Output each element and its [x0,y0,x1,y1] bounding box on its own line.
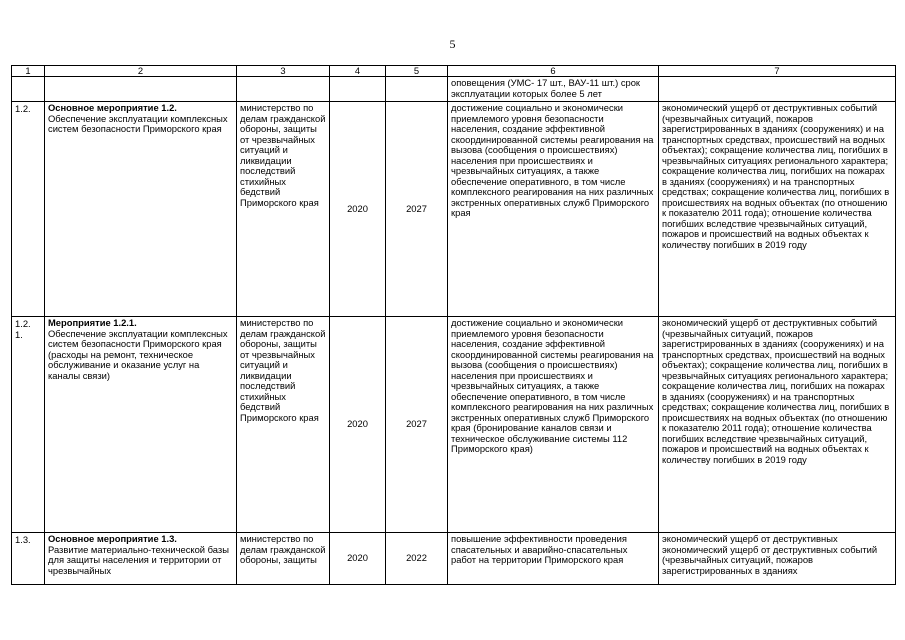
measure-cell [45,533,237,585]
start-year: 2020 [330,102,386,317]
measure-title: Основное мероприятие 1.3. [48,533,177,544]
column-number-row [12,66,896,77]
measure-title: Мероприятие 1.2.1. [48,317,137,328]
indicator-cell: экономический ущерб от деструктивных экономический ущерб от деструктивных событий (чрезвычайных ситуаций, пожаров зарегистрированных в зданиях [659,533,896,585]
measures-table [11,65,896,585]
indicator-cell: экономический ущерб от деструктивных событий (чрезвычайных ситуаций, пожаров зарегистрированных в зданиях (сооружениях) и на транспортных средствах, происшествий на водных объектах); сокращение количества лиц, погибших в чрезвычайных ситуациях регионального характера; сокращение количества лиц, погибших на пожарах в зданиях (сооружениях) и на транспортных средствах; сокращение количества лиц, погибших в происшествиях на водных объектах (по отношению к показателю 2011 года); отношение количества погибших вследствие чрезвычайных ситуаций, пожаров и происшествий на водных объектах к количеству погибших в 2019 году [659,317,896,533]
start-year: 2020 [330,533,386,585]
column-number: 1 [12,66,45,77]
measure-description: Обеспечение эксплуатации комплексных систем безопасности Приморского края [48,112,228,134]
end-year: 2027 [386,102,448,317]
end-year: 2027 [386,317,448,533]
column-number: 4 [330,66,386,77]
continuation-row [12,77,896,102]
measure-cell [45,317,237,533]
measure-description: Развитие материально-технической базы для защиты населения и территории от чрезвычайных [48,543,229,576]
table-row [12,102,896,317]
result-cell: достижение социально и экономически приемлемого уровня безопасности населения, создание эффективной скоординированной системы реагирования на вызова (сообщения о происшествиях) населения при происшествиях и чрезвычайных ситуациях, а также обеспечение оперативного, в том числе комплексного реагирования на них различных экстренных оперативных служб Приморского края [448,102,659,317]
table-row [12,533,896,585]
measure-description: Обеспечение эксплуатации комплексных систем безопасности Приморского края (расходы на ремонт, техническое обслуживание и оказание услуг на каналы связи) [48,327,228,381]
measure-cell [45,102,237,317]
table-row [12,317,896,533]
column-number: 7 [659,66,896,77]
measure-title: Основное мероприятие 1.2. [48,102,177,113]
page-number: 5 [449,37,456,51]
executor-cell: министерство по делам гражданской обороны, защиты от чрезвычайных ситуаций и ликвидации последствий стихийных бедствий Приморского края [237,317,330,533]
indicator-cell: экономический ущерб от деструктивных событий (чрезвычайных ситуаций, пожаров зарегистрированных в зданиях (сооружениях) и на транспортных средствах, происшествий на водных объектах); сокращение количества лиц, погибших в чрезвычайных ситуациях регионального характера; сокращение количества лиц, погибших на пожарах в зданиях (сооружениях) и на транспортных средствах; сокращение количества лиц, погибших в происшествиях на водных объектах (по отношению к показателю 2011 года); отношение количества погибших вследствие чрезвычайных ситуаций, пожаров и происшествий на водных объектах к количеству погибших в 2019 году [659,102,896,317]
executor-cell: министерство по делам гражданской обороны, защиты от чрезвычайных ситуаций и ликвидации последствий стихийных бедствий Приморского края [237,102,330,317]
result-cell: повышение эффективности проведения спасательных и аварийно-спасательных работ на территории Приморского края [448,533,659,585]
column-number: 5 [386,66,448,77]
column-number: 3 [237,66,330,77]
result-cell: оповещения (УМС- 17 шт., ВАУ-11 шт.) срок эксплуатации которых более 5 лет [448,77,659,102]
result-cell: достижение социально и экономически приемлемого уровня безопасности населения, создание эффективной скоординированной системы реагирования на вызова (сообщения о происшествиях) населения при происшествиях и чрезвычайных ситуациях, а также обеспечение оперативного, в том числе комплексного реагирования на них различных экстренных оперативных служб Приморского края (бронирование каналов связи и техническое обслуживание системы 112 Приморского края) [448,317,659,533]
start-year: 2020 [330,317,386,533]
executor-cell: министерство по делам гражданской обороны, защиты [237,533,330,585]
row-number: 1.2. [12,102,45,317]
end-year: 2022 [386,533,448,585]
column-number: 2 [45,66,237,77]
column-number: 6 [448,66,659,77]
row-number: 1.3. [12,533,45,585]
row-number: 1.2. 1. [12,317,45,533]
